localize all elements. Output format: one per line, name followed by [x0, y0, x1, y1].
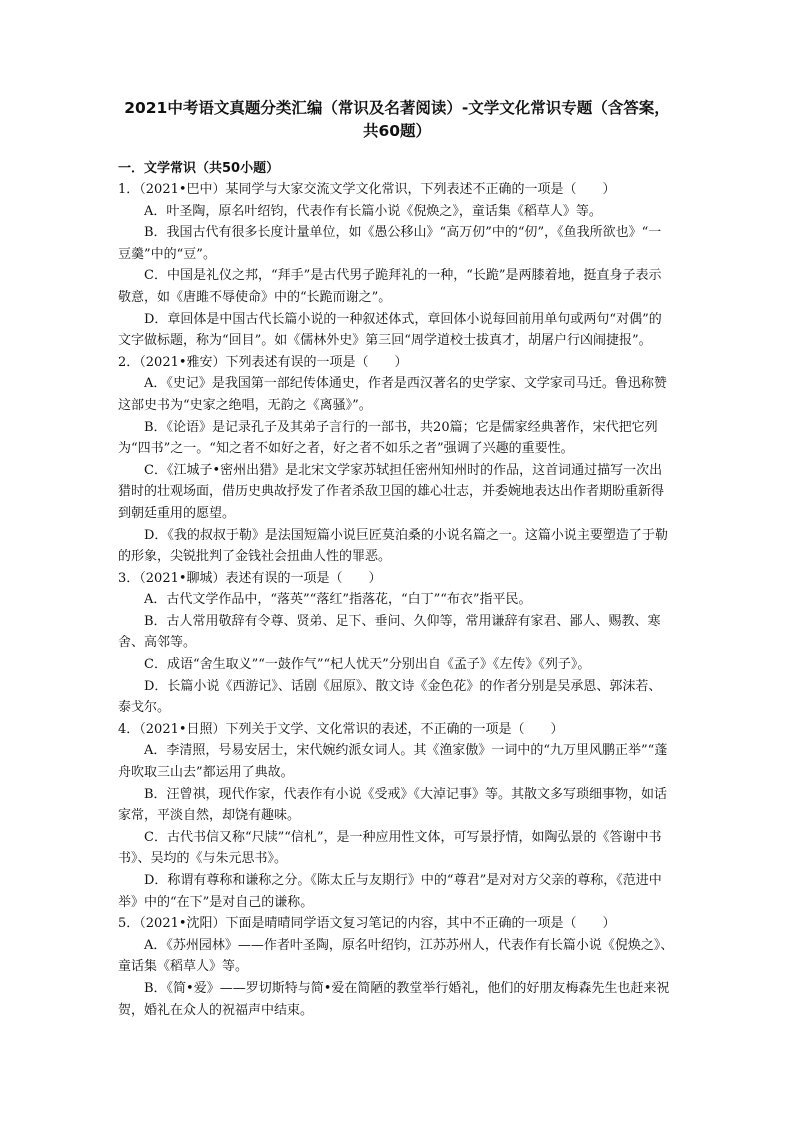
option-b: B．《简•爱》——罗切斯特与简•爱在简陋的教堂举行婚礼，他们的好朋友梅森先生也赶来祝贺，婚礼在众人的祝福声中结束。 — [118, 980, 670, 1018]
question-stem: 4．（2021•日照）下列关于文学、文化常识的表述，不正确的一项是（ ） — [118, 721, 564, 737]
option-c: C．成语“舍生取义”“一鼓作气”“杞人忧天”分别出自《孟子》《左传》《列子》。 — [144, 657, 591, 673]
question-stem: 3．（2021•聊城）表述有误的一项是（ ） — [118, 570, 382, 586]
question-1 — [118, 179, 674, 352]
document-body — [118, 158, 674, 1021]
question-4 — [118, 719, 674, 913]
section-heading: 一．文学常识（共50小题） — [118, 161, 280, 176]
document-title — [100, 97, 694, 143]
option-c: C．中国是礼仪之邦，“拜手”是古代男子跪拜礼的一种，“长跪”是两膝着地，挺直身子表示敬意，如《唐雎不辱使命》中的“长跪而谢之”。 — [118, 268, 662, 305]
option-d: D．章回体是中国古代长篇小说的一种叙述体式，章回体小说每回前用单句或两句“对偶”的文字做标题，称为“回目”。如《儒林外史》第三回“周学道校士拔真才，胡屠户行凶闹捷报”。 — [118, 311, 662, 349]
question-2 — [118, 352, 674, 568]
option-a: A．《史记》是我国第一部纪传体通史，作者是西汉著名的史学家、文学家司马迁。鲁迅称赞这部史书为“史家之绝唱，无韵之《离骚》”。 — [118, 376, 667, 413]
question-stem: 2．（2021•雅安）下列表述有误的一项是（ ） — [118, 354, 408, 370]
option-a: A．《苏州园林》——作者叶圣陶，原名叶绍钧，江苏苏州人，代表作有长篇小说《倪焕之》、童话集《稻草人》等。 — [118, 937, 674, 975]
question-stem: 5．（2021•沈阳）下面是晴晴同学语文复习笔记的内容，其中不正确的一项是（ ） — [118, 916, 616, 932]
option-a: A．叶圣陶，原名叶绍钧，代表作有长篇小说《倪焕之》，童话集《稻草人》等。 — [144, 203, 602, 219]
question-stem: 1．（2021•巴中）某同学与大家交流文学文化常识，下列表述不正确的一项是（ ） — [118, 182, 616, 197]
option-a: A．古代文学作品中，“落英”“落红”指落花，“白丁”“布衣”指平民。 — [144, 592, 532, 608]
option-d: D．《我的叔叔于勒》是法国短篇小说巨匠莫泊桑的小说名篇之一。这篇小说主要塑造了于勒的形象，尖锐批判了金钱社会扭曲人性的罪恶。 — [118, 527, 668, 565]
option-b: B．《论语》是记录孔子及其弟子言行的一部书，共20篇；它是儒家经典著作，宋代把它列为“四书”之一。“知之者不如好之者，好之者不如乐之者”强调了兴趣的重要性。 — [118, 419, 658, 457]
option-c: C．《江城子•密州出猎》是北宋文学家苏轼担任密州知州时的作品，这首词通过描写一次出猎时的壮观场面，借历史典故抒发了作者杀敌卫国的雄心壮志，并委婉地表达出作者期盼重新得到朝廷重用的愿望。 — [118, 462, 665, 521]
question-5 — [118, 913, 674, 1021]
title-line-1: 2021中考语文真题分类汇编（常识及名著阅读）-文学文化常识专题（含答案， — [124, 99, 670, 117]
option-b: B．汪曾祺，现代作家，代表作有小说《受戒》《大淖记事》等。其散文多写琐细事物，如话家常，平淡自然，却饶有趣味。 — [118, 786, 668, 824]
option-d: D．长篇小说《西游记》、话剧《屈原》、散文诗《金色花》的作者分别是吴承恩、郭沫若、泰戈尔。 — [118, 678, 662, 716]
title-line-2: 共60题） — [362, 122, 432, 140]
option-c: C．古代书信又称“尺牍”“信札”，是一种应用性文体，可写景抒情，如陶弘景的《答谢中书书》、吴均的《与朱元思书》。 — [118, 829, 662, 867]
question-3 — [118, 568, 674, 719]
option-b: B．古人常用敬辞有令尊、贤弟、足下、垂问、久仰等，常用谦辞有家君、鄙人、赐教、寒舍、高邻等。 — [118, 613, 661, 651]
option-a: A．李清照，号易安居士，宋代婉约派女词人。其《渔家傲》一词中的“九万里风鹏正举”“蓬舟吹取三山去”都运用了典故。 — [118, 743, 668, 781]
option-b: B．我国古代有很多长度计量单位，如《愚公移山》“高万仞”中的“仞”，《鱼我所欲也》“一豆羹”中的“豆”。 — [118, 225, 662, 262]
option-d: D．称谓有尊称和谦称之分。《陈太丘与友期行》中的“尊君”是对对方父亲的尊称，《范进中举》中的“在下”是对自己的谦称。 — [118, 873, 662, 910]
